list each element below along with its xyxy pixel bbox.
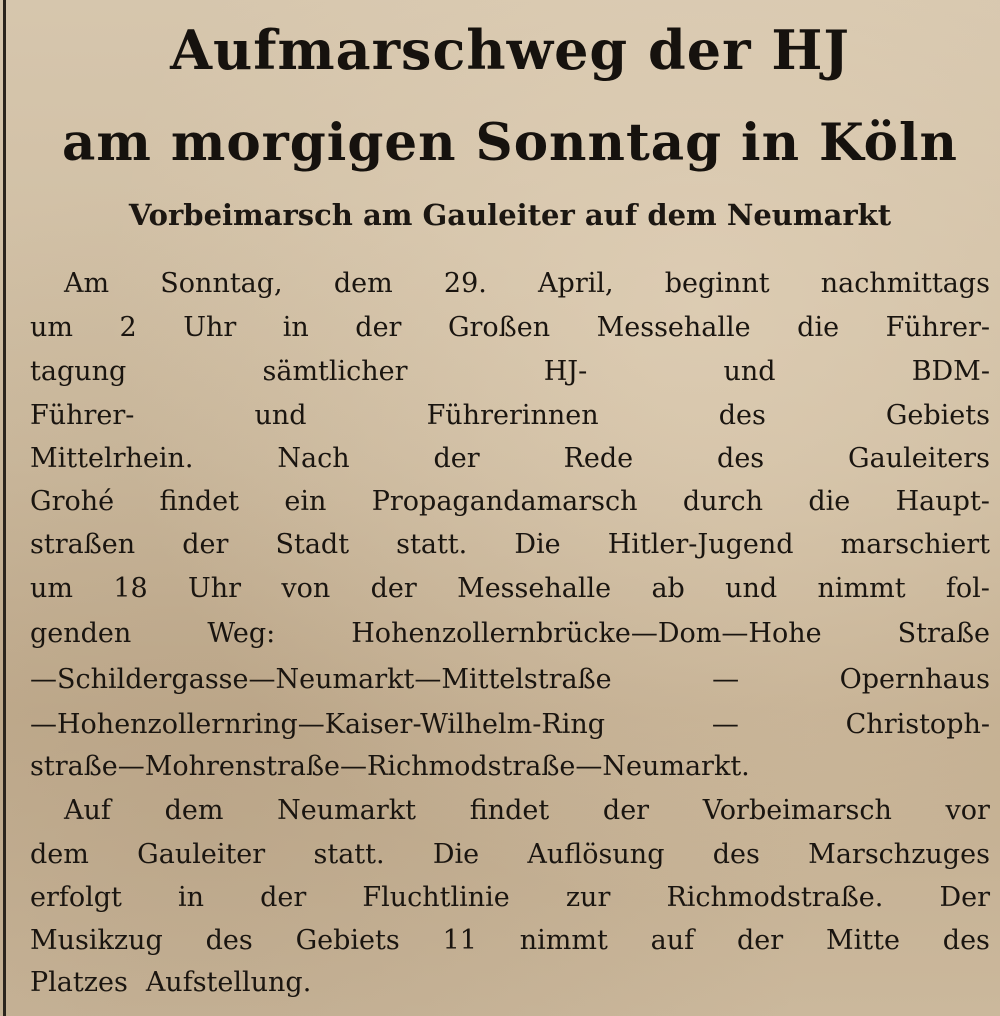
- word: der: [433, 443, 480, 474]
- word: 11: [442, 925, 477, 956]
- word: der: [370, 573, 417, 604]
- word: April,: [538, 268, 614, 299]
- word: Richmodstraße.: [666, 882, 884, 913]
- word: sämtlicher: [262, 356, 408, 387]
- word: Messehalle: [596, 312, 751, 343]
- word: findet: [159, 486, 239, 517]
- subheadline: Vorbeimarsch am Gauleiter auf dem Neumarkt: [128, 198, 892, 232]
- paragraph-1-line: [30, 705, 990, 745]
- word: Führer-: [30, 400, 135, 431]
- word: die: [797, 312, 840, 343]
- word: 2: [119, 312, 137, 343]
- paragraph-1-line: [30, 396, 990, 436]
- word: dem: [333, 268, 393, 299]
- word: statt.: [313, 839, 385, 870]
- paragraph-2-line: [30, 921, 990, 961]
- word: Mitte: [825, 925, 900, 956]
- word: in: [282, 312, 309, 343]
- word: des: [942, 925, 990, 956]
- word: Uhr: [187, 573, 242, 604]
- word: um: [30, 312, 73, 343]
- word: der: [736, 925, 784, 956]
- word: statt.: [396, 529, 468, 560]
- word: und: [723, 356, 776, 387]
- word: Auf: [64, 795, 111, 826]
- paragraph-1-line: [30, 660, 990, 700]
- word: Gauleiter: [137, 839, 266, 870]
- word: Führer-: [885, 312, 990, 343]
- word: Messehalle: [457, 573, 612, 604]
- word: Musikzug: [30, 925, 163, 956]
- word: des: [717, 443, 765, 474]
- word: genden: [30, 618, 132, 649]
- word: —: [712, 664, 740, 695]
- word: nimmt: [817, 573, 906, 604]
- headline-line-1: Aufmarschweg der HJ: [170, 18, 850, 82]
- word: Gauleiters: [848, 443, 990, 474]
- word: der: [355, 312, 402, 343]
- paragraph-1-line: [30, 352, 990, 392]
- word: beginnt: [664, 268, 770, 299]
- word: Weg:: [207, 618, 276, 649]
- headline-line-2: am morgigen Sonntag in Köln: [62, 113, 958, 173]
- paragraph-1-line: [30, 747, 990, 787]
- word: des: [712, 839, 760, 870]
- word: Uhr: [183, 312, 237, 343]
- word: straßen: [30, 529, 136, 560]
- word: Mittelrhein.: [30, 443, 194, 474]
- word: Christoph-: [845, 709, 990, 740]
- paragraph-1-line: [64, 264, 990, 304]
- word: Aufstellung.: [145, 967, 312, 998]
- word: erfolgt: [30, 882, 122, 913]
- word: durch: [682, 486, 764, 517]
- word: Gebiets: [295, 925, 400, 956]
- word: auf: [650, 925, 695, 956]
- word: Grohé: [30, 486, 115, 517]
- word: vor: [945, 795, 990, 826]
- word: —Schildergasse—Neumarkt—Mittelstraße: [30, 664, 612, 695]
- word: 29.: [443, 268, 487, 299]
- word: —Hohenzollernring—Kaiser-Wilhelm-Ring: [30, 709, 606, 740]
- word: Führerinnen: [426, 400, 599, 431]
- word: Auflösung: [527, 839, 665, 870]
- word: Opernhaus: [839, 664, 990, 695]
- word: und: [725, 573, 778, 604]
- word: des: [205, 925, 253, 956]
- word: Rede: [563, 443, 634, 474]
- word: Straße: [897, 618, 990, 649]
- word: um: [30, 573, 73, 604]
- word: Gebiets: [885, 400, 990, 431]
- paragraph-1-line: [30, 439, 990, 479]
- paragraph-1-line: [30, 614, 990, 654]
- word: marschiert: [840, 529, 990, 560]
- paragraph-1-line: [30, 525, 990, 565]
- word: ein: [284, 486, 327, 517]
- paragraph-1-line: [30, 569, 990, 609]
- word: tagung: [30, 356, 127, 387]
- word: Neumarkt: [277, 795, 416, 826]
- word: der: [602, 795, 650, 826]
- word: Die: [514, 529, 561, 560]
- paragraph-2-line: [30, 878, 990, 918]
- clipping-edge-line: [3, 0, 6, 1016]
- word: nachmittags: [820, 268, 990, 299]
- paragraph-2-line: [64, 791, 990, 831]
- word: Sonntag,: [160, 268, 283, 299]
- word: HJ-: [543, 356, 588, 387]
- word: Hitler-Jugend: [607, 529, 794, 560]
- word: Hohenzollernbrücke—Dom—Hohe: [351, 618, 822, 649]
- word: Großen: [447, 312, 551, 343]
- word: findet: [469, 795, 550, 826]
- word: die: [808, 486, 851, 517]
- word: Propagandamarsch: [371, 486, 638, 517]
- paragraph-1-line: [30, 482, 990, 522]
- word: der: [182, 529, 229, 560]
- word: in: [177, 882, 205, 913]
- word: Die: [432, 839, 480, 870]
- paragraph-2-line: [30, 963, 990, 1003]
- word: von: [281, 573, 331, 604]
- word: dem: [30, 839, 89, 870]
- word: 18: [113, 573, 148, 604]
- word: Haupt-: [895, 486, 990, 517]
- word: Vorbeimarsch: [702, 795, 892, 826]
- word: Am: [64, 268, 110, 299]
- word: Platzes: [30, 967, 128, 998]
- paragraph-2-line: [30, 835, 990, 875]
- word: —: [711, 709, 739, 740]
- word: zur: [565, 882, 611, 913]
- word: nimmt: [519, 925, 608, 956]
- word: Nach: [277, 443, 350, 474]
- word: Stadt: [275, 529, 350, 560]
- word: und: [254, 400, 307, 431]
- word: ab: [651, 573, 685, 604]
- word: Der: [939, 882, 990, 913]
- word: fol-: [945, 573, 990, 604]
- word: der: [260, 882, 307, 913]
- paragraph-1-line: [30, 308, 990, 348]
- word: Fluchtlinie: [362, 882, 510, 913]
- word: Marschzuges: [808, 839, 990, 870]
- word: BDM-: [911, 356, 990, 387]
- word: des: [718, 400, 766, 431]
- word: straße—Mohrenstraße—Richmodstraße—Neumarkt.: [30, 751, 750, 782]
- word: dem: [164, 795, 224, 826]
